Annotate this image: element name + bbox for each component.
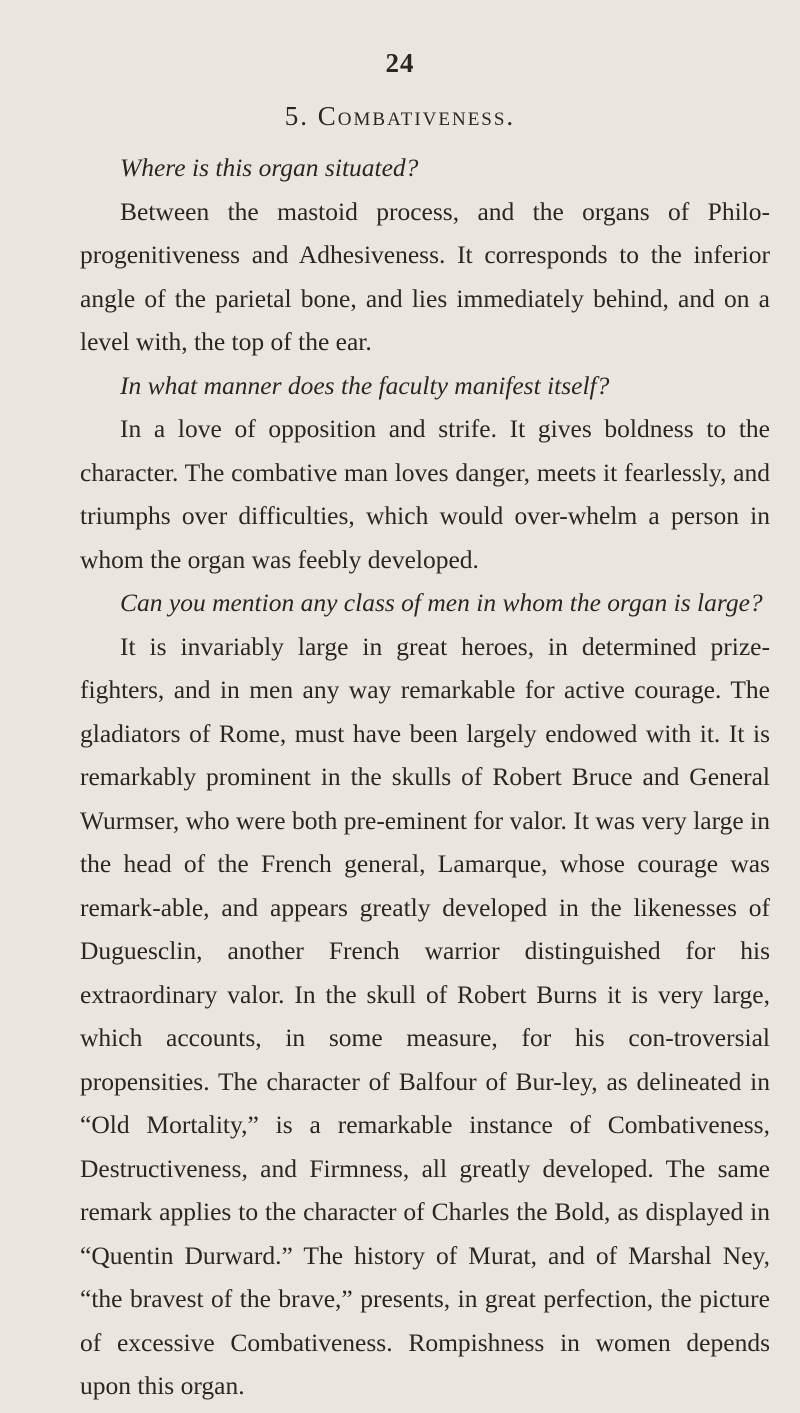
page-number: 24 bbox=[385, 48, 415, 78]
section-title: 5. Combativeness. bbox=[284, 101, 516, 131]
question-paragraph: Can you mention any class of men in whom the organ is large? bbox=[120, 588, 763, 617]
answer-paragraph: In a love of opposition and strife. It gives boldness to the character. The combative man loves danger, meets it fearlessly, and triumphs over difficulties, which would over-whelm a person in whom the organ was feebly developed. bbox=[80, 414, 770, 574]
answer-paragraph: Between the mastoid process, and the organs of Philo-progenitiveness and Adhesiveness. It corresponds to the inferior angle of the parietal bone, and lies immediately behind, and on a level with, the top of the ear. bbox=[80, 196, 770, 356]
answer-paragraph: It is invariably large in great heroes, in determined prize-fighters, and in men any way remarkable for active courage. The gladiators of Rome, must have been largely endowed with it. It is remarkably prominent in the skulls of Robert Bruce and General Wurmser, who were both pre-eminent for valor. It was very large in the head of the French general, Lamarque, whose courage was remark-able, and appears greatly developed in the likenesses of Duguesclin, another French warrior distinguished for his extraordinary valor. In the skull of Robert Burns it is very large, which accounts, in some measure, for his con-troversial propensities. The character of Balfour of Bur-ley, as delineated in “Old Mortality,” is a remarkable instance of Combativeness, Destructiveness, and Firmness, all greatly developed. The same remark applies to the character of Charles the Bold, as displayed in “Quentin Durward.” The history of Murat, and of Marshal Ney, “the bravest of the brave,” presents, in great perfection, the picture of excessive Combativeness. Rompishness in women depends upon this organ. bbox=[80, 631, 770, 1400]
body-text bbox=[80, 146, 770, 1408]
question-paragraph: Where is this organ situated? bbox=[120, 153, 419, 182]
question-paragraph: In what manner does the faculty manifest itself? bbox=[120, 370, 610, 400]
